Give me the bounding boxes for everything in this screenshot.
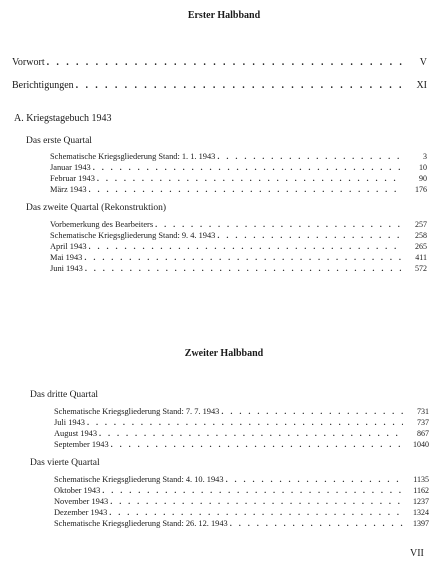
- toc-subentry-page: 258: [415, 231, 427, 240]
- toc-subentry-label: Schematische Kriegsgliederung Stand: 9. 4. 1943: [50, 231, 216, 240]
- toc-subentry-label: Mai 1943: [50, 253, 83, 262]
- dot-leader: [111, 440, 403, 450]
- toc-subentry[interactable]: [54, 418, 429, 428]
- toc-subentry[interactable]: [50, 185, 427, 195]
- dot-leader: [99, 429, 403, 439]
- toc-subentry[interactable]: [50, 264, 427, 274]
- dot-leader: [217, 231, 401, 241]
- dot-leader: [217, 152, 401, 162]
- dot-leader: [226, 475, 403, 485]
- toc-subentry-page: 737: [417, 418, 429, 427]
- dot-leader: [47, 57, 405, 68]
- dot-leader: [110, 497, 403, 507]
- toc-subentry-page: 411: [415, 253, 427, 262]
- toc-entry-label: Vorwort: [12, 57, 45, 68]
- toc-subentry-page: 257: [415, 220, 427, 229]
- toc-entry-label: Berichtigungen: [12, 80, 74, 91]
- toc-subentry-page: 572: [415, 264, 427, 273]
- toc-subentry-label: Juni 1943: [50, 264, 83, 273]
- toc-subentry-label: Schematische Kriegsgliederung Stand: 26. 12. 1943: [54, 519, 228, 528]
- dot-leader: [89, 185, 401, 195]
- toc-subentry-label: Schematische Kriegsgliederung Stand: 7. 7. 1943: [54, 407, 220, 416]
- toc-subentry-label: Schematische Kriegsgliederung Stand: 4. 10. 1943: [54, 475, 224, 484]
- dot-leader: [84, 253, 401, 263]
- section-a-title: A. Kriegstagebuch 1943: [14, 113, 112, 124]
- dot-leader: [155, 220, 401, 230]
- toc-subentry-label: Januar 1943: [50, 163, 91, 172]
- toc-subentry-page: 1237: [413, 497, 429, 506]
- dot-leader: [97, 174, 401, 184]
- toc-subentry[interactable]: [54, 486, 429, 496]
- page-number: VII: [410, 548, 424, 559]
- volume1-heading: Erster Halbband: [187, 10, 261, 21]
- toc-entry-page: V: [419, 57, 427, 68]
- toc-subentry-page: 1162: [413, 486, 429, 495]
- toc-subentry-page: 265: [415, 242, 427, 251]
- dot-leader: [230, 519, 403, 529]
- toc-subentry[interactable]: [50, 253, 427, 263]
- toc-subentry-page: 10: [419, 163, 427, 172]
- toc-subentry[interactable]: [54, 475, 429, 485]
- toc-subentry-page: 90: [419, 174, 427, 183]
- toc-subentry[interactable]: [54, 429, 429, 439]
- toc-subentry-label: Juli 1943: [54, 418, 85, 427]
- toc-subentry-page: 176: [415, 185, 427, 194]
- toc-subentry[interactable]: [54, 440, 429, 450]
- toc-subentry[interactable]: [50, 163, 427, 173]
- quarter3-title: Das dritte Quartal: [30, 390, 99, 400]
- toc-subentry-label: Schematische Kriegsgliederung Stand: 1. 1. 1943: [50, 152, 216, 161]
- toc-subentry-page: 1324: [413, 508, 429, 517]
- toc-entry-vorwort[interactable]: [12, 57, 427, 68]
- toc-subentry[interactable]: [50, 231, 427, 241]
- toc-subentry-label: Dezember 1943: [54, 508, 108, 517]
- toc-subentry[interactable]: [50, 220, 427, 230]
- toc-subentry[interactable]: [50, 242, 427, 252]
- dot-leader: [109, 508, 403, 518]
- dot-leader: [87, 418, 403, 428]
- toc-subentry-page: 1135: [413, 475, 429, 484]
- toc-subentry[interactable]: [54, 407, 429, 417]
- quarter1-title: Das erste Quartal: [26, 136, 92, 146]
- toc-subentry-label: September 1943: [54, 440, 109, 449]
- dot-leader: [93, 163, 401, 173]
- toc-subentry-label: Oktober 1943: [54, 486, 101, 495]
- toc-subentry-label: August 1943: [54, 429, 98, 438]
- toc-subentry-label: November 1943: [54, 497, 109, 506]
- toc-subentry-label: März 1943: [50, 185, 87, 194]
- toc-entry-berichtigungen[interactable]: [12, 80, 427, 91]
- toc-subentry-page: 1040: [413, 440, 429, 449]
- dot-leader: [85, 264, 401, 274]
- volume2-heading: Zweiter Halbband: [184, 348, 264, 359]
- toc-subentry-page: 1397: [413, 519, 429, 528]
- toc-subentry[interactable]: [50, 152, 427, 162]
- dot-leader: [221, 407, 403, 417]
- toc-subentry-label: Februar 1943: [50, 174, 95, 183]
- dot-leader: [89, 242, 401, 252]
- toc-subentry[interactable]: [54, 519, 429, 529]
- quarter2-title: Das zweite Quartal (Rekonstruktion): [26, 203, 167, 213]
- toc-subentry-page: 867: [417, 429, 429, 438]
- toc-subentry-label: Vorbemerkung des Bearbeiters: [50, 220, 154, 229]
- toc-subentry[interactable]: [54, 508, 429, 518]
- dot-leader: [76, 80, 405, 91]
- toc-subentry-label: April 1943: [50, 242, 87, 251]
- quarter4-title: Das vierte Quartal: [30, 458, 100, 468]
- toc-subentry-page: 3: [423, 152, 427, 161]
- toc-entry-page: XI: [416, 80, 427, 91]
- dot-leader: [102, 486, 403, 496]
- toc-subentry[interactable]: [54, 497, 429, 507]
- toc-subentry[interactable]: [50, 174, 427, 184]
- toc-subentry-page: 731: [417, 407, 429, 416]
